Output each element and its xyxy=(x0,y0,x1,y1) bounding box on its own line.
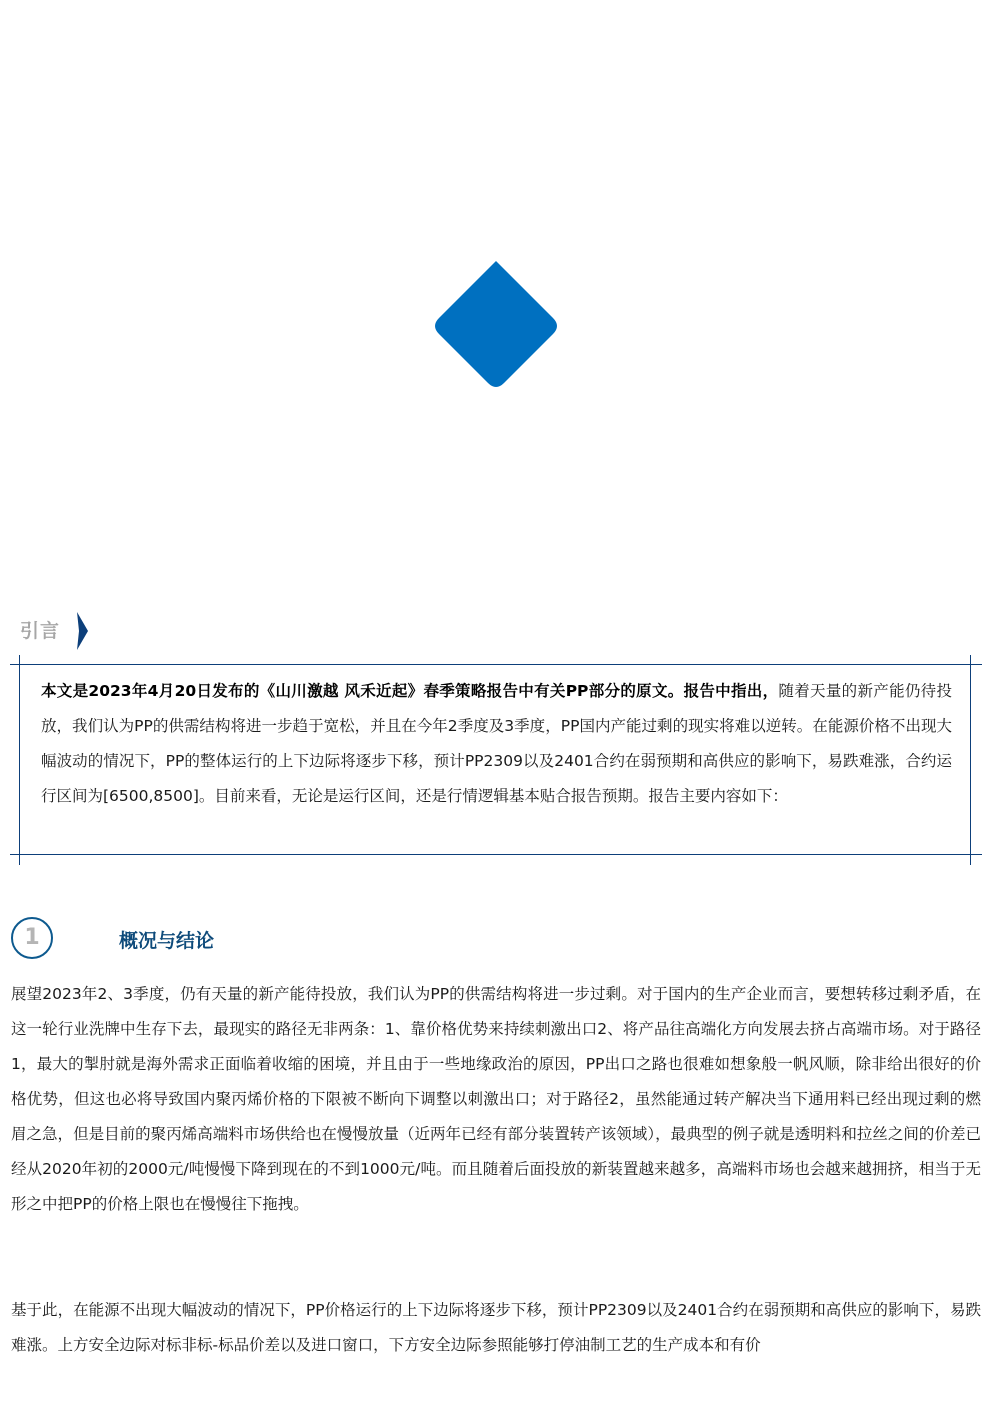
body-paragraph: 基于此，在能源不出现大幅波动的情况下，PP价格运行的上下边际将逐步下移，预计PP2309以及2401合约在弱预期和高供应的影响下，易跌难涨。上方安全边际对标非标-标品价差以及进口窗口，下方安全边际参照能够打停油制工艺的生产成本和有价 xyxy=(11,1301,981,1354)
chevron-right-icon xyxy=(75,612,89,650)
section-title: 概况与结论 xyxy=(119,930,215,952)
section-number-badge: 1 xyxy=(11,917,53,959)
frame-right-line xyxy=(970,655,971,865)
cover-diamond-icon xyxy=(425,255,567,397)
intro-body: 随着天量的新产能仍待投放，我们认为PP的供需结构将进一步趋于宽松，并且在今年2季度及3季度，PP国内产能过剩的现实将难以逆转。在能源价格不出现大幅波动的情况下，PP的整体运行的上下边际将逐步下移，预计PP2309以及2401合约在弱预期和高供应的影响下，易跌难涨，合约运行区间为[6500,8500]。目前来看，无论是运行区间，还是行情逻辑基本贴合报告预期。报告主要内容如下： xyxy=(41,682,952,805)
frame-top-line xyxy=(10,664,982,665)
intro-label: 引言 xyxy=(20,620,61,642)
blue-diamond-icon xyxy=(425,255,567,397)
frame-left-line xyxy=(19,655,20,865)
intro-paragraph xyxy=(41,674,952,814)
frame-bottom-line xyxy=(10,854,982,855)
body-paragraph: 展望2023年2、3季度，仍有天量的新产能待投放，我们认为PP的供需结构将进一步过剩。对于国内的生产企业而言，要想转移过剩矛盾，在这一轮行业洗牌中生存下去，最现实的路径无非两条：1、靠价格优势来持续刺激出口2、将产品往高端化方向发展去挤占高端市场。对于路径1，最大的掣肘就是海外需求正面临着收缩的困境，并且由于一些地缘政治的原因，PP出口之路也很难如想象般一帆风顺，除非给出很好的价格优势，但这也必将导致国内聚丙烯价格的下限被不断向下调整以刺激出口；对于路径2，虽然能通过转产解决当下通用料已经出现过剩的燃眉之急，但是目前的聚丙烯高端料市场供给也在慢慢放量（近两年已经有部分装置转产该领域），最典型的例子就是透明料和拉丝之间的价差已经从2020年初的2000元/吨慢慢下降到现在的不到1000元/吨。而且随着后面投放的新装置越来越多，高端料市场也会越来越拥挤，相当于无形之中把PP的价格上限也在慢慢往下拖拽。 xyxy=(11,985,981,1213)
intro-bold-lead: 本文是2023年4月20日发布的《山川激越 风禾近起》春季策略报告中有关PP部分的原文。报告中指出， xyxy=(41,682,779,700)
